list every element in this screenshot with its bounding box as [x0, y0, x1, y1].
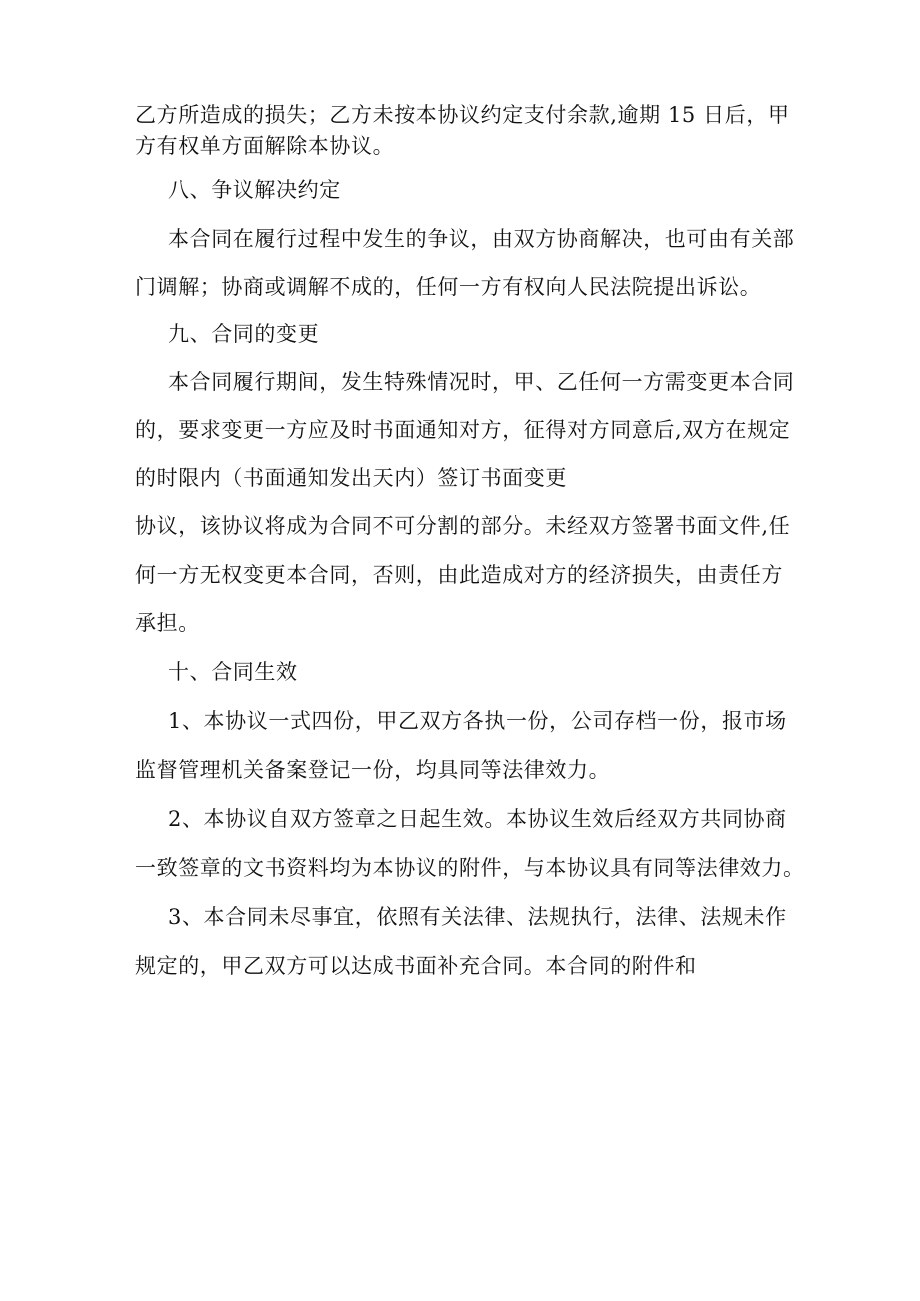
text-line: 承担。 [135, 611, 200, 635]
section-heading: 八、争议解决约定 [168, 178, 341, 202]
text-line: 协议，该协议将成为合同不可分割的部分。未经双方签署书面文件,任 [135, 514, 791, 538]
section-heading: 十、合同生效 [168, 660, 298, 684]
text-line: 方有权单方面解除本协议。 [135, 134, 395, 158]
text-line: 监督管理机关备案登记一份，均具同等法律效力。 [135, 758, 611, 782]
section-heading: 九、合同的变更 [168, 322, 320, 346]
text-line: 本合同履行期间，发生特殊情况时，甲、乙任何一方需变更本合同 [168, 370, 795, 394]
text-line: 规定的，甲乙双方可以达成书面补充合同。本合同的附件和 [135, 954, 697, 978]
text-line: 乙方所造成的损失；乙方未按本协议约定支付余款,逾期 15 日后，甲 [135, 103, 790, 127]
text-line: 的时限内（书面通知发出天内）签订书面变更 [135, 466, 567, 490]
text-line: 门调解；协商或调解不成的，任何一方有权向人民法院提出诉讼。 [135, 275, 762, 299]
text-line: 2、本协议自双方签章之日起生效。本协议生效后经双方共同协商 [168, 807, 787, 831]
text-line: 3、本合同未尽事宜，依照有关法律、法规执行，法律、法规未作 [168, 905, 787, 929]
text-line: 本合同在履行过程中发生的争议，由双方协商解决，也可由有关部 [168, 227, 795, 251]
text-line: 1、本协议一式四份，甲乙双方各执一份，公司存档一份，报市场 [168, 709, 787, 733]
text-line: 一致签章的文书资料均为本协议的附件，与本协议具有同等法律效力。 [135, 856, 805, 880]
text-line: 的，要求变更一方应及时书面通知对方，征得对方同意后,双方在规定 [135, 418, 791, 442]
text-line: 何一方无权变更本合同，否则，由此造成对方的经济损失，由责任方 [135, 563, 783, 587]
